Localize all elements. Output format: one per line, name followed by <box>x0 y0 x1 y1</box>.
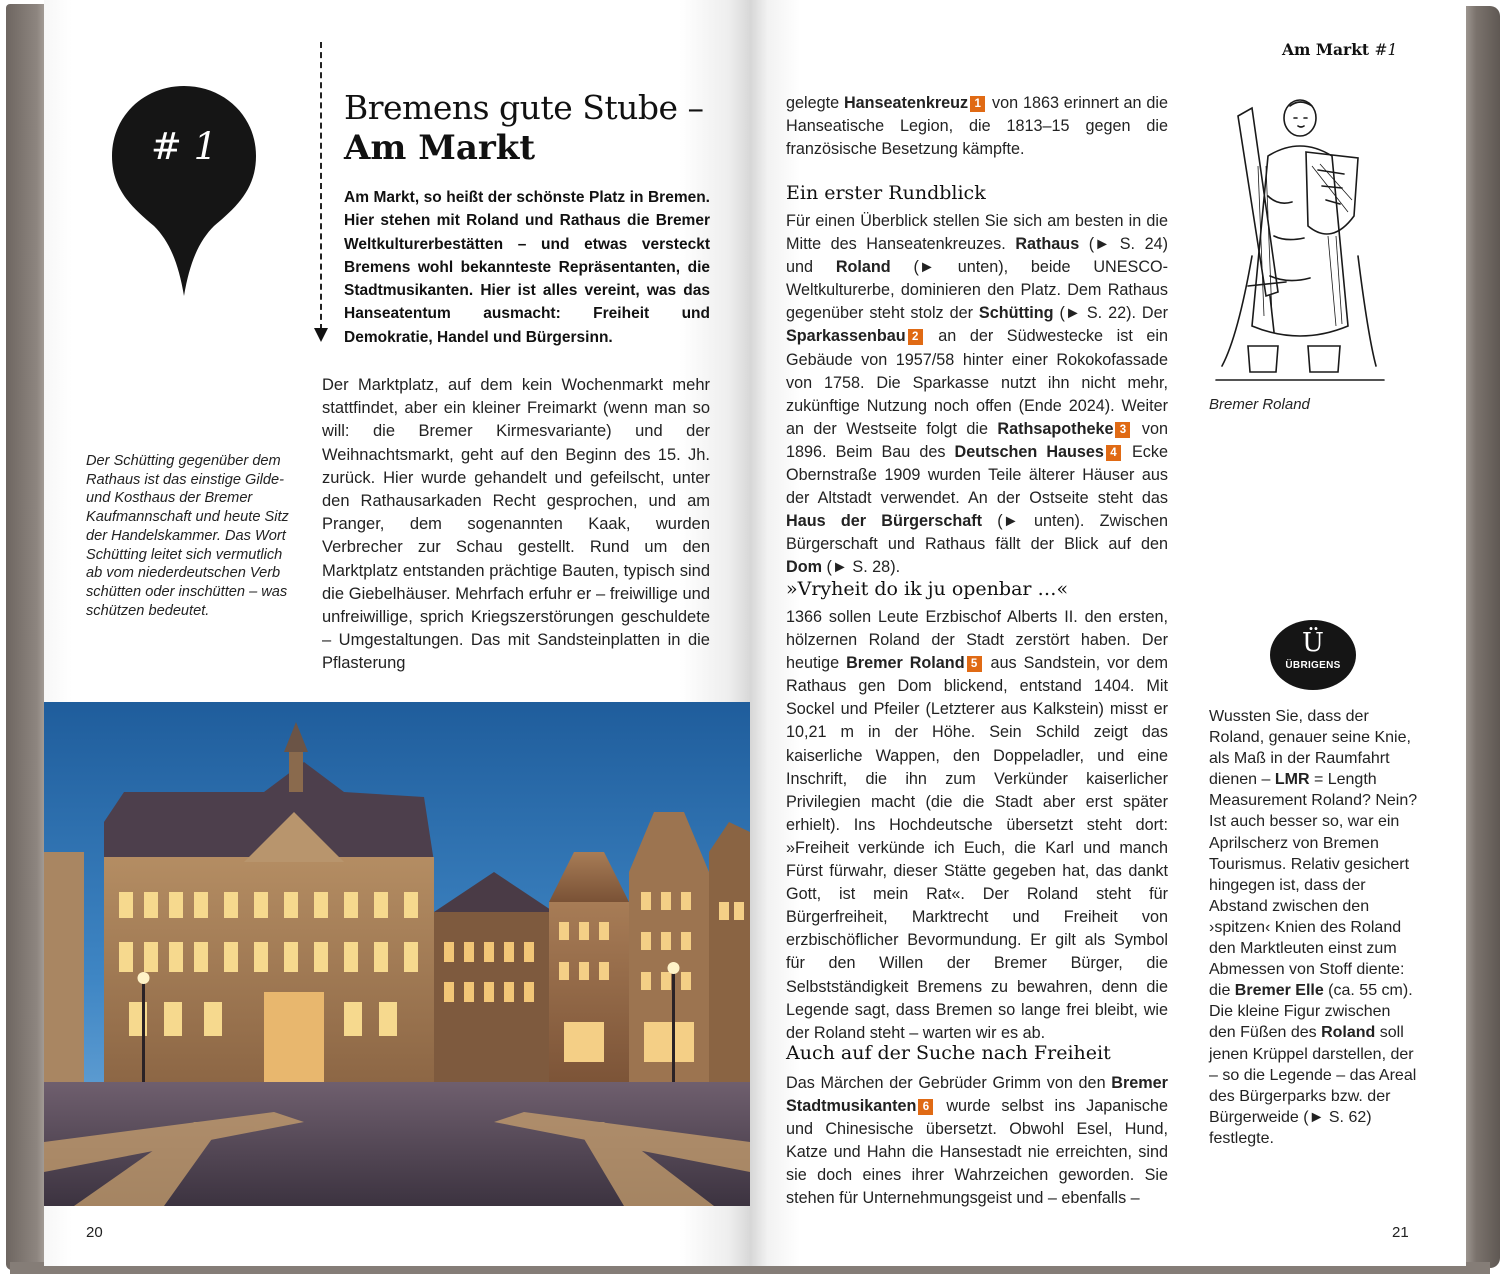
running-head <box>1282 40 1397 59</box>
uebrigens-label: ÜBRIGENS <box>1285 660 1341 671</box>
paragraph-stadtmusikanten: Das Märchen der Gebrüder Grimm von den Bremer Stadtmusikanten 6 wurde selbst ins Japanische und Chinesische übersetzt. Obwohl Esel, Hund, Katze und Hahn die Hansestadt nie erreichten, sind sie doch eines ihrer Wahrzeichen geworden. Sie stehen für Unternehmungsgeist und – ebenfalls – <box>786 1074 1168 1208</box>
page-number-right: 21 <box>1392 1224 1409 1241</box>
sidenote-schuetting: Der Schütting gegenüber dem Rathaus ist das einstige Gilde- und Kosthaus der Bremer Kaufmannschaft und heute Sitz der Handelskammer. Das Wort Schütting leitet sich vermutlich ab vom niederdeutschen Verb schütten oder inschütten – was schützen bedeutet. <box>86 453 289 619</box>
marktplatz-photo <box>44 702 750 1206</box>
chapter-badge: # 1 <box>150 125 218 168</box>
roland-sketch-icon <box>1208 96 1388 386</box>
paragraph-hanseatenkreuz: gelegte Hanseatenkreuz 1 von 1863 erinnert an die Hanseatische Legion, die 1813–15 gegen die französische Besetzung kämpfte. <box>786 94 1169 159</box>
marker-6: 6 <box>918 1099 933 1115</box>
body-paragraph-left: Der Marktplatz, auf dem kein Wochenmarkt mehr stattfindet, aber ein kleiner Freimarkt (wenn man so will: die Bremer Kirmesvariante) und der Weihnachtsmarkt, geht auf den Beginn des 15. Jh. zurück. Hier wurde gehandelt und gefeilscht, unter den Rathausarkaden Recht gesprochen, und am Pranger, dem sogenannten Kaak, wurden Verbrecher zur Schau gestellt. Rund um den Marktplatz entstanden prächtige Bauten, typisch sind die Giebelhäuser. Mehrfach erfuhr er – freiwillige und unfreiwillige, sprich Kriegszerstörungen geschuldete – Umgestaltungen. Das mit Sandsteinplatten in die Pflasterung <box>322 376 710 673</box>
running-head-number: #1 <box>1374 41 1398 59</box>
marker-3: 3 <box>1115 422 1130 438</box>
marker-5: 5 <box>967 656 982 672</box>
marker-2: 2 <box>908 329 923 345</box>
page-number-left: 20 <box>86 1224 103 1241</box>
chapter-title-line2: Am Markt <box>344 128 536 168</box>
sidenote-uebrigens: Wussten Sie, dass der Roland, genauer seine Knie, als Maß in der Raumfahrt dienen – LMR = Length Measurement Roland? Nein? Ist auch besser so, war ein Aprilscherz von Bremen Tourismus. Relativ gesichert hingegen ist, dass der Abstand zwischen den ›spitzen‹ Knien des Roland den Marktleuten einst zum Abmessen von Stoff diente: die Bremer Elle (ca. 55 cm). Die kleine Figur zwischen den Füßen des Roland soll jenen Krüppel darstellen, der – so die Legende – das Areal des Bürgerparks bzw. der Bürgerweide (► S. 62) festlegte. <box>1209 708 1418 1147</box>
map-pin-icon <box>110 84 258 298</box>
heading-freiheit: Auch auf der Suche nach Freiheit <box>786 1042 1111 1064</box>
running-head-title: Am Markt <box>1282 40 1370 59</box>
arrow-down-icon <box>314 328 328 342</box>
book-edge-right <box>1460 6 1500 1268</box>
marker-1: 1 <box>970 96 985 112</box>
heading-vryheit: »Vryheit do ik ju openbar …« <box>786 578 1069 600</box>
uebrigens-badge <box>1270 620 1356 690</box>
dashed-guide-line <box>320 42 322 330</box>
marker-4: 4 <box>1106 445 1121 461</box>
roland-caption: Bremer Roland <box>1209 396 1310 413</box>
paragraph-rundblick: Für einen Überblick stellen Sie sich am besten in die Mitte des Hanseatenkreuzes. Rathaus (► S. 24) und Roland (► unten), beide UNESCO-Weltkulturerbe, dominieren den Platz. Dem Rathaus gegenüber steht stolz der Schütting (► S. 22). Der Sparkassenbau 2 an der Südwestecke ist ein Gebäude von 1957/58 hinter einer Rokokofassade von 1758. Die Sparkasse nutzt ihn nicht mehr, zukünftige Nutzung noch offen (Ende 2024). Weiter an der Westseite folgt die Rathsapotheke 3 von 1896. Beim Bau des Deutschen Hauses 4 Ecke Obernstraße 1909 wurden Teile älterer Häuser aus der Altstadt verwendet. An der Ostseite steht das Haus der Bürgerschaft (► unten). Zwischen Bürgerschaft und Rathaus fällt der Blick auf den Dom (► S. 28). <box>786 212 1169 577</box>
uebrigens-letter: Ü <box>1302 628 1324 658</box>
heading-rundblick: Ein erster Rundblick <box>786 182 986 204</box>
chapter-title-line1: Bremens gute Stube – <box>344 88 704 127</box>
lead-paragraph: Am Markt, so heißt der schönste Platz in Bremen. Hier stehen mit Roland und Rathaus die Bremer Weltkulturerbestätten – und etwas versteckt Bremens wohl bekannteste Repräsentanten, die Stadtmusikanten. Hier ist alles vereint, was das Hanseatentum ausmacht: Freiheit und Demokratie, Handel und Bürgersinn. <box>344 189 710 346</box>
paragraph-roland: 1366 sollen Leute Erzbischof Alberts II. den ersten, hölzernen Roland der Stadt zerstört haben. Der heutige Bremer Roland 5 aus Sandstein, vor dem Rathaus gen Dom blickend, entstand 1404. Mit Sockel und Pfeiler (Letzterer aus Kalkstein) misst er 10,21 m in der Höhe. Sein Schild zeigt das kaiserliche Wappen, den Doppeladler, und eine Inschrift, die ihn zum Verkünder kaiserlicher Privilegien macht (die die Stadt aber erst später erhielt). Ins Hochdeutsche übersetzt steht dort: »Freiheit verkünde ich Euch, die Karl und manch Fürst fürwahr, dieser Stätte gegeben hat, das dankt Gott, ist mein Rat«. Der Roland steht für Bürgerfreiheit, Marktrecht und Freiheit von erzbischöflicher Bevormundung. Er gilt als Symbol für den Willen der Bremer Bürger, die Selbstständigkeit Bremens zu bewahren, denn die Legende sagt, dass Bremen so lange frei bleibt, wie der Roland steht – warten wir es ab. <box>786 608 1169 1042</box>
